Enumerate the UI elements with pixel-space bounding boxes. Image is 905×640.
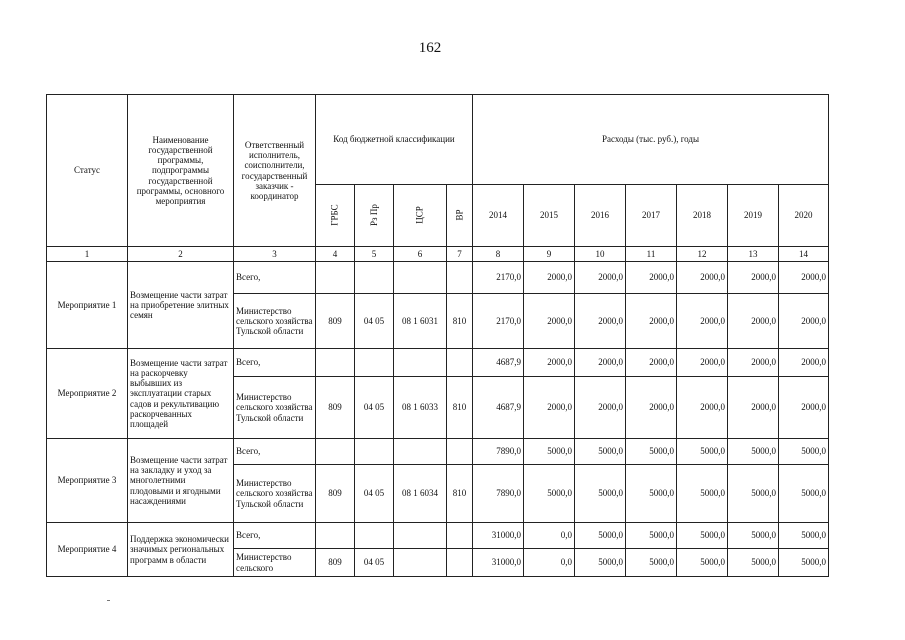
vr-code: 810 [447,465,473,523]
empty-code-cell [394,523,447,549]
measure-name: Возмещение части затрат на приобретение элитных семян [128,262,234,349]
rzpr-code: 04 05 [355,465,394,523]
responsible-executor: Министерство сельского [234,549,316,577]
header-name: Наименование государственной программы, подпрограммы государственной программы, основного мероприятия [128,95,234,247]
expense-value: 5000,0 [677,549,728,577]
expense-value: 0,0 [524,523,575,549]
expense-value: 2000,0 [677,262,728,294]
expense-value: 2000,0 [677,377,728,439]
expense-value: 5000,0 [626,549,677,577]
expense-value: 2000,0 [575,262,626,294]
empty-code-cell [394,439,447,465]
expense-value: 5000,0 [779,549,829,577]
expense-value: 2000,0 [626,294,677,349]
header-year: 2016 [575,185,626,247]
column-number: 12 [677,247,728,262]
expense-value: 2000,0 [779,349,829,377]
expense-value: 5000,0 [779,439,829,465]
expense-value: 31000,0 [473,523,524,549]
header-year: 2018 [677,185,728,247]
page-number: 162 [418,40,442,56]
csr-code: 08 1 6031 [394,294,447,349]
total-label: Всего, [234,523,316,549]
expense-value: 2000,0 [575,349,626,377]
expense-value: 5000,0 [677,523,728,549]
header-grbs [316,185,355,247]
expense-value: 2000,0 [524,349,575,377]
responsible-executor: Министерство сельского хозяйства Тульской области [234,294,316,349]
expense-value: 2170,0 [473,262,524,294]
expense-value: 5000,0 [575,439,626,465]
measure-status: Мероприятие 2 [47,349,128,439]
total-label: Всего, [234,439,316,465]
expense-value: 2000,0 [626,262,677,294]
expense-value: 2000,0 [524,262,575,294]
empty-code-cell [447,262,473,294]
scan-speck [107,600,110,601]
empty-code-cell [355,439,394,465]
column-number-row [47,247,829,262]
measure-name: Возмещение части затрат на закладку и уход за многолетними плодовыми и ягодными насаждениями [128,439,234,523]
expense-value: 2000,0 [779,294,829,349]
empty-code-cell [355,349,394,377]
empty-code-cell [316,523,355,549]
budget-table [46,94,829,577]
column-number: 3 [234,247,316,262]
empty-code-cell [394,262,447,294]
table-row-total [47,523,829,549]
expense-value: 2000,0 [728,294,779,349]
header-year: 2017 [626,185,677,247]
expense-value: 5000,0 [626,465,677,523]
measure-name: Поддержка экономически значимых региональных программ в области [128,523,234,577]
expense-value: 2000,0 [779,377,829,439]
column-number: 6 [394,247,447,262]
expense-value: 5000,0 [575,549,626,577]
header-vr-text: ВР [454,209,465,221]
header-vr [447,185,473,247]
column-number: 10 [575,247,626,262]
column-number: 4 [316,247,355,262]
expense-value: 5000,0 [779,465,829,523]
expense-value: 5000,0 [728,549,779,577]
empty-code-cell [394,349,447,377]
expense-value: 2000,0 [575,377,626,439]
csr-code: 08 1 6033 [394,377,447,439]
table-row-total [47,262,829,294]
total-label: Всего, [234,349,316,377]
expense-value: 0,0 [524,549,575,577]
expense-value: 5000,0 [524,439,575,465]
csr-code: 08 1 6034 [394,465,447,523]
header-year: 2020 [779,185,829,247]
expense-value: 4687,9 [473,349,524,377]
vr-code: 810 [447,294,473,349]
expense-value: 7890,0 [473,465,524,523]
header-budget-code: Код бюджетной классификации [316,95,473,185]
rzpr-code: 04 05 [355,294,394,349]
table-row-total [47,349,829,377]
empty-code-cell [447,439,473,465]
empty-code-cell [316,439,355,465]
empty-code-cell [316,262,355,294]
total-label: Всего, [234,262,316,294]
rzpr-code: 04 05 [355,549,394,577]
empty-code-cell [355,523,394,549]
measure-status: Мероприятие 3 [47,439,128,523]
expense-value: 2170,0 [473,294,524,349]
header-year: 2015 [524,185,575,247]
responsible-executor: Министерство сельского хозяйства Тульской области [234,465,316,523]
table-row-total [47,439,829,465]
empty-code-cell [316,349,355,377]
vr-code: 810 [447,377,473,439]
measure-status: Мероприятие 1 [47,262,128,349]
header-expenses: Расходы (тыс. руб.), годы [473,95,829,185]
empty-code-cell [447,523,473,549]
grbs-code: 809 [316,377,355,439]
column-number: 14 [779,247,829,262]
header-csr [394,185,447,247]
header-year: 2014 [473,185,524,247]
vr-code [447,549,473,577]
expense-value: 5000,0 [728,439,779,465]
column-number: 11 [626,247,677,262]
header-responsible: Ответственный исполнитель, соисполнители, государственный заказчик - координатор [234,95,316,247]
responsible-executor: Министерство сельского хозяйства Тульской области [234,377,316,439]
expense-value: 7890,0 [473,439,524,465]
column-number: 1 [47,247,128,262]
empty-code-cell [447,349,473,377]
column-number: 9 [524,247,575,262]
expense-value: 31000,0 [473,549,524,577]
expense-value: 2000,0 [728,377,779,439]
expense-value: 2000,0 [779,262,829,294]
header-rzpr [355,185,394,247]
measure-name: Возмещение части затрат на раскорчевку выбывших из эксплуатации старых садов и рекультивацию раскорчеванных площадей [128,349,234,439]
measure-status: Мероприятие 4 [47,523,128,577]
column-number: 13 [728,247,779,262]
column-number: 5 [355,247,394,262]
csr-code [394,549,447,577]
expense-value: 2000,0 [524,377,575,439]
expense-value: 5000,0 [728,465,779,523]
grbs-code: 809 [316,465,355,523]
expense-value: 5000,0 [626,523,677,549]
expense-value: 2000,0 [524,294,575,349]
expense-value: 2000,0 [677,294,728,349]
empty-code-cell [355,262,394,294]
grbs-code: 809 [316,549,355,577]
column-number: 7 [447,247,473,262]
header-grbs-text: ГРБС [329,204,340,227]
expense-value: 5000,0 [677,439,728,465]
column-number: 8 [473,247,524,262]
expense-value: 5000,0 [779,523,829,549]
expense-value: 2000,0 [626,349,677,377]
expense-value: 2000,0 [728,349,779,377]
expense-value: 4687,9 [473,377,524,439]
column-number: 2 [128,247,234,262]
expense-value: 5000,0 [575,465,626,523]
expense-value: 2000,0 [626,377,677,439]
header-year: 2019 [728,185,779,247]
expense-value: 5000,0 [575,523,626,549]
expense-value: 2000,0 [728,262,779,294]
expense-value: 5000,0 [677,465,728,523]
expense-value: 5000,0 [626,439,677,465]
expense-value: 5000,0 [728,523,779,549]
rzpr-code: 04 05 [355,377,394,439]
expense-value: 2000,0 [575,294,626,349]
header-status: Статус [47,95,128,247]
header-rzpr-text: Рз Пр [368,204,379,227]
header-csr-text: ЦСР [414,206,425,225]
expense-value: 2000,0 [677,349,728,377]
grbs-code: 809 [316,294,355,349]
expense-value: 5000,0 [524,465,575,523]
